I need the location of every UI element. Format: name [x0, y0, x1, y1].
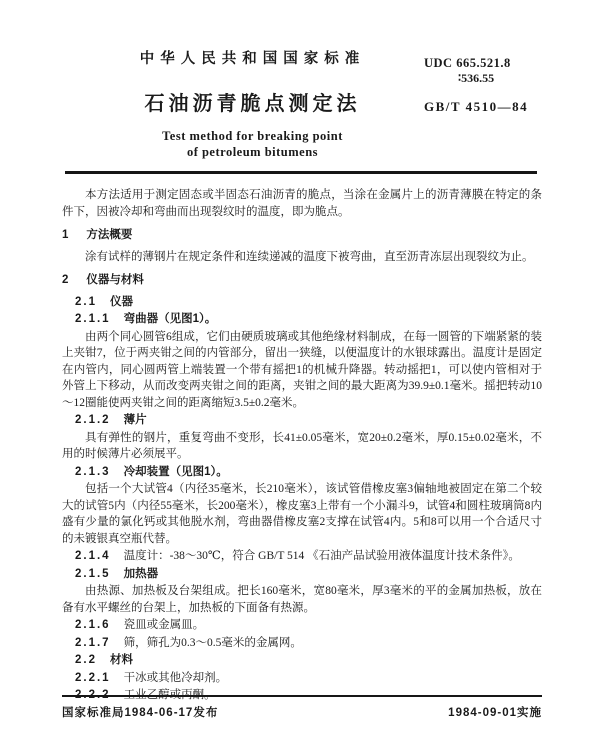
clause-2.1.3 [62, 464, 542, 481]
clause-text: 薄片 [123, 414, 147, 426]
clause-number: 2.1.2 [75, 414, 111, 426]
clause-number: 2.1.4 [75, 550, 111, 562]
footer-issued-date: 国家标准局1984-06-17发布 [62, 707, 219, 719]
standard-code: GB/T 4510—84 [424, 99, 529, 114]
document-title-en [0, 129, 505, 160]
clause-2.2 [62, 652, 542, 669]
clause-1 [62, 227, 542, 244]
clause-text: 弯曲器（见图1）。 [123, 313, 217, 325]
udc-number-line1: UDC 665.521.8 [424, 56, 511, 70]
clause-number: 2.2.2 [75, 689, 111, 701]
paragraph: 包括一个大试管4（内径35毫米，长210毫米），该试管借橡皮塞3偏轴地被固定在第二个较大的试管5内（内径55毫米，长200毫米），橡皮塞3上带有一个小漏斗9，试管4和圆柱玻璃筒8内盛有少量的氯化钙或其他脱水剂，弯曲器借橡皮塞2支撑在试管4内。5和8可以用一个合适尺寸的未镀银真空瓶代替。 [62, 483, 542, 545]
paragraph: 由热源、加热板及台架组成。把长160毫米，宽80毫米，厚3毫米的平的金属加热板，放在备有水平螺丝的台架上，加热板的下面备有热源。 [62, 585, 542, 614]
clause-number: 2.1.3 [75, 465, 111, 478]
clause-2.1.4 [62, 548, 542, 565]
clause-number: 2.2 [75, 654, 97, 666]
clause-text: 冷却装置（见图1）。 [123, 465, 228, 478]
intro-paragraph: 本方法适用于测定固态或半固态石油沥青的脆点，当涂在金属片上的沥青薄膜在特定的条件下，因被冷却和弯曲而出现裂纹时的温度，即为脆点。 [62, 189, 542, 218]
clause-number: 2.1 [75, 295, 97, 308]
clause-text: 加热器 [123, 567, 159, 580]
clause-text: 干冰或其他冷却剂。 [123, 671, 228, 684]
clause-text: 方法概要 [86, 229, 133, 241]
clause-text: 温度计：-38～30℃，符合 GB/T 514 《石油产品试验用液体温度计技术条件》。 [123, 550, 520, 562]
clause-2.1 [62, 294, 542, 311]
clause-number: 2.1.7 [75, 636, 111, 649]
document-header [0, 0, 600, 174]
clause-number: 2.2.1 [75, 671, 111, 684]
clause-number: 2.1.5 [75, 567, 111, 580]
clause-2.1.7 [62, 635, 542, 652]
standard-org-title: 中华人民共和国国家标准 [139, 51, 366, 67]
document-title-zh: 石油沥青脆点测定法 [144, 93, 361, 115]
clause-text: 筛，筛孔为0.3～0.5毫米的金属网。 [123, 636, 302, 649]
clause-text: 工业乙醇或丙酮。 [123, 689, 216, 701]
paragraph: 由两个同心圆管6组成，它们由硬质玻璃或其他绝缘材料制成，在每一圆管的下端紧紧的装上夹钳7，位于两夹钳之间的内管部分，留出一狭缝，以便温度计的水银球露出。温度计是固定在内管内，同心圆两管上端装置一个带有摇把1的机械升降器。转动摇把1，可以使内管相对于外管上下移动，从而改变两夹钳之间的距离，夹钳之间的最大距离为39.9±0.1毫米。摇把转动10～12圈能使两夹钳之间的距离缩短3.5±0.2毫米。 [62, 330, 542, 409]
udc-number-line2: ∶536.55 [458, 71, 495, 85]
clause-text: 材料 [110, 654, 133, 666]
clause-2.2.1 [62, 670, 542, 687]
clause-2.1.2 [62, 412, 542, 429]
clause-2 [62, 272, 542, 289]
document-body [62, 187, 542, 704]
clause-number: 2 [62, 274, 70, 286]
document-footer [62, 695, 542, 720]
clause-number: 1 [62, 229, 70, 241]
footer-effective-date: 1984-09-01实施 [448, 707, 542, 719]
header-divider-rule [65, 171, 537, 174]
header-codes-block [424, 56, 528, 115]
clause-2.1.5 [62, 566, 542, 583]
clause-2.1.1 [62, 311, 542, 328]
document-title-en-line2: of petroleum bitumens [186, 144, 319, 159]
clause-text: 瓷皿或金属皿。 [123, 619, 205, 631]
paragraph: 涂有试样的薄钢片在规定条件和连续递减的温度下被弯曲，直至沥青冻层出现裂纹为止。 [85, 250, 534, 263]
paragraph: 具有弹性的钢片，重复弯曲不变形，长41±0.05毫米，宽20±0.2毫米，厚0.15±0.02毫米，不用的时候薄片必须展平。 [62, 431, 542, 460]
clause-number: 2.1.6 [75, 619, 111, 631]
clause-2.1.6 [62, 617, 542, 634]
clause-text: 仪器与材料 [86, 274, 144, 286]
clause-number: 2.1.1 [75, 313, 111, 325]
clause-text: 仪器 [110, 295, 133, 308]
document-title-en-line1: Test method for breaking point [162, 129, 343, 143]
